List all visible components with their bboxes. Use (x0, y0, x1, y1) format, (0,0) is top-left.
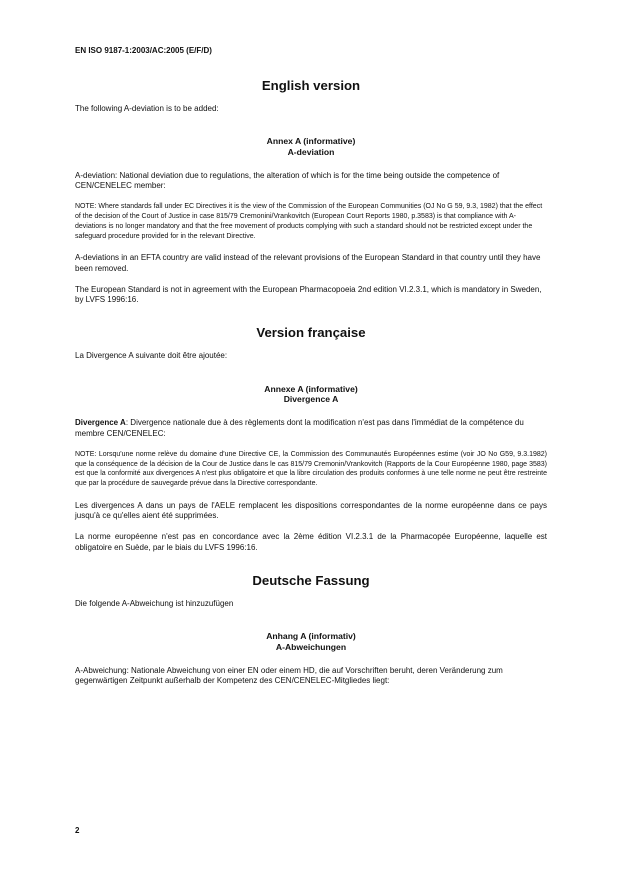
english-definition: A-deviation: National deviation due to regulations, the alteration of which is for the time being outside the competence of CEN/CENELEC member: (75, 170, 500, 191)
german-annex-title: Anhang A (informativ) (266, 631, 356, 642)
document-identifier: EN ISO 9187-1:2003/AC:2005 (E/F/D) (75, 46, 212, 55)
french-title: Version française (256, 325, 366, 341)
french-aele-paragraph: Les divergences A dans un pays de l'AELE remplacent les dispositions correspondantes de la norme européenne dans ce pays jusqu'à ce qu'elles aient été supprimées. (75, 500, 547, 521)
french-annex-subtitle: Divergence A (283, 394, 339, 405)
german-annex-subtitle: A-Abweichungen (275, 641, 347, 652)
german-title: Deutsche Fassung (252, 572, 370, 588)
german-intro: Die folgende A-Abweichung ist hinzuzufügen (75, 598, 234, 608)
french-annex-heading (75, 384, 547, 405)
french-annex-title: Annexe A (informative) (264, 383, 358, 394)
french-intro: La Divergence A suivante doit être ajoutée: (75, 351, 228, 361)
english-title: English version (261, 78, 361, 93)
page-number: 2 (75, 826, 80, 835)
german-section (75, 573, 547, 686)
french-pharmacopee-paragraph: La norme européenne n'est pas en concordance avec la 2ème édition VI.2.3.1 de la Pharmacopée Européenne, laquelle est obligatoire en Suède, par le biais du LVFS 1996:16. (75, 532, 547, 552)
english-efta-paragraph: A-deviations in an EFTA country are valid instead of the relevant provisions of the European Standard in that country until they have been removed. (75, 253, 541, 273)
english-annex-heading (75, 136, 547, 157)
english-section (75, 78, 547, 305)
french-definition-text: : Divergence nationale due à des règlements dont la modification n'est pas dans l'immédiat de la compétence du membre CEN/CENELEC: (75, 418, 524, 438)
english-note: NOTE: Where standards fall under EC Directives it is the view of the Commission of the European Communities (OJ No G 59, 9.3, 1982) that the effect of the decision of the Court of Justice in case 815/79 Cremonini/Vrankovitch (European Court Reports 1980, p.3583) is that compliance with A-deviations is no longer mandatory and that the free movement of products complying with such a standard should not be restricted except under the safeguard procedure provided for in the relevant Directive. (75, 203, 543, 240)
german-definition: A-Abweichung: Nationale Abweichung von einer EN oder einem HD, die auf Vorschriften beruht, deren Veränderung zum gegenwärtigen Zeitpunkt außerhalb der Kompetenz des CEN/CENELEC-Mitgliedes liegt: (75, 665, 503, 686)
english-annex-subtitle: A-deviation (287, 146, 335, 157)
french-definition-term: Divergence A (75, 418, 126, 428)
french-definition (75, 418, 547, 439)
english-intro: The following A-deviation is to be added: (75, 104, 219, 113)
english-pharmacopoeia-paragraph: The European Standard is not in agreement with the European Pharmacopoeia 2nd edition VI.2.3.1, which is mandatory in Sweden, by LVFS 1996:16. (75, 284, 542, 305)
german-annex-heading (75, 631, 547, 652)
french-note: NOTE: Lorsqu'une norme relève du domaine d'une Directive CE, la Commission des Communautés Européennes estime (voir JO No G59, 9.3.1982) que la conséquence de la décision de la Cour de Justice dans le cas 815/79 Cremonin/Vrankovitch (Rapports de la Cour Européenne 1980, page 3583) est que la conformité aux divergences A n'est plus obligatoire et que la libre circulation des produits conformes à une telle norme ne peut être restreinte que par la procédure de sauvegarde prévue dans la Directive correspondante. (75, 450, 547, 488)
page-content (75, 70, 547, 697)
french-section (75, 325, 547, 552)
english-annex-title: Annex A (informative) (266, 136, 356, 147)
